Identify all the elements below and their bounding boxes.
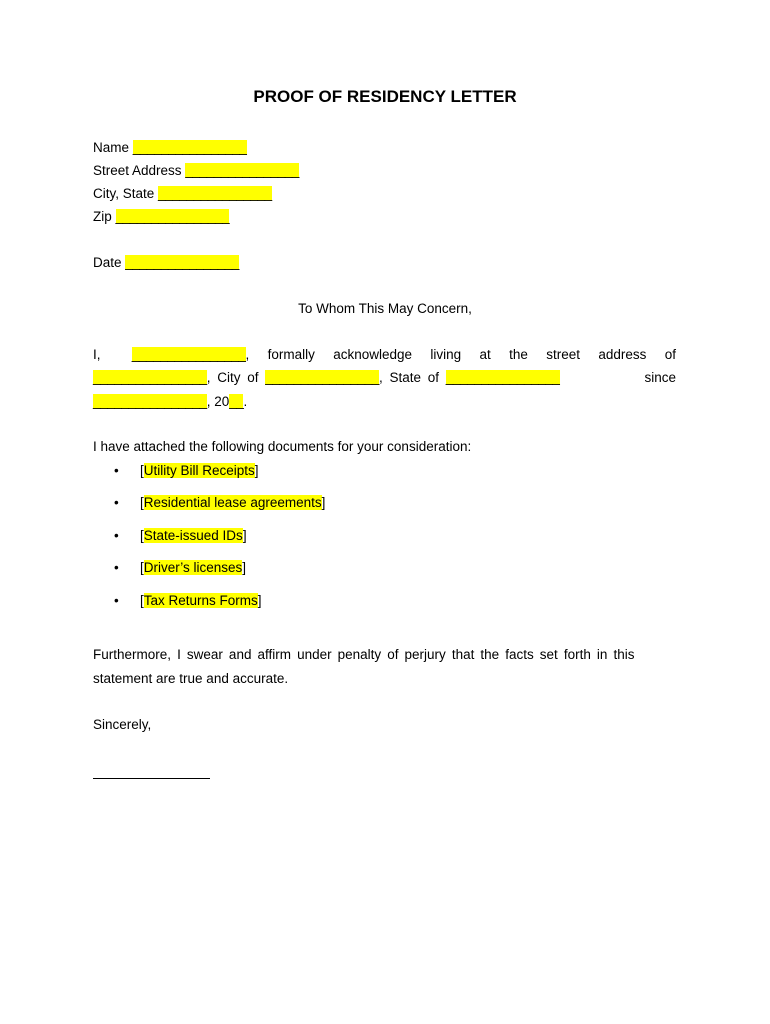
bullet-icon: •: [114, 528, 119, 543]
document-drivers-license[interactable]: Driver’s licenses: [143, 560, 243, 575]
zip-label: Zip: [93, 209, 116, 224]
state-of-text: , State of: [378, 370, 446, 385]
document-lease[interactable]: Residential lease agreements: [143, 495, 322, 510]
city-state-blank[interactable]: ________________: [158, 186, 272, 201]
salutation: To Whom This May Concern,: [298, 301, 472, 316]
closing: Sincerely,: [93, 717, 152, 732]
year-prefix: , 20: [206, 394, 230, 409]
name-label: Name: [93, 140, 133, 155]
body-line-3: [93, 393, 247, 411]
page-title: PROOF OF RESIDENCY LETTER: [253, 87, 517, 106]
bullet-icon: •: [114, 463, 119, 478]
open-bracket: [: [140, 463, 144, 478]
signature-line[interactable]: [93, 778, 210, 779]
close-bracket: ]: [242, 528, 247, 543]
bullet-icon: •: [114, 560, 119, 575]
body-line-2: [93, 369, 676, 387]
resident-name-blank[interactable]: ________________: [131, 347, 246, 362]
body-line-1-rest: [132, 346, 676, 364]
city-of-text: , City of: [206, 370, 266, 385]
street-address-field: [93, 162, 299, 180]
city-state-field: [93, 185, 272, 203]
close-bracket: ]: [254, 463, 259, 478]
name-blank[interactable]: ________________: [132, 140, 247, 155]
since-date-blank[interactable]: ________________: [93, 394, 207, 409]
street-blank[interactable]: ________________: [93, 370, 207, 385]
name-field: [93, 139, 247, 157]
affirmation-text-1: Furthermore, I swear and affirm under penalty of perjury that the facts set forth in this: [93, 647, 635, 662]
documents-intro: I have attached the following documents for your consideration:: [93, 439, 472, 454]
body-line-2-left: [93, 369, 560, 387]
open-bracket: [: [140, 560, 144, 575]
close-bracket: ]: [321, 495, 326, 510]
body-i: I,: [93, 347, 101, 362]
city-state-label: City, State: [93, 186, 159, 201]
bullet-icon: •: [114, 593, 119, 608]
city-blank[interactable]: ________________: [265, 370, 379, 385]
document-state-id[interactable]: State-issued IDs: [143, 528, 243, 543]
document-utility-bill[interactable]: Utility Bill Receipts: [143, 463, 255, 478]
open-bracket: [: [140, 495, 144, 510]
acknowledge-text: , formally acknowledge living at the street address of: [245, 347, 676, 362]
street-address-blank[interactable]: ________________: [185, 163, 300, 178]
close-bracket: ]: [242, 560, 247, 575]
zip-field: [93, 208, 229, 226]
bullet-icon: •: [114, 495, 119, 510]
body-line-1: [93, 346, 676, 364]
affirmation-line-2: statement are true and accurate.: [93, 671, 289, 686]
affirmation-line-1: [93, 646, 676, 664]
open-bracket: [: [140, 593, 144, 608]
state-blank[interactable]: ________________: [445, 370, 560, 385]
document-tax-returns[interactable]: Tax Returns Forms: [143, 593, 258, 608]
street-address-label: Street Address: [93, 163, 186, 178]
date-label: Date: [93, 255, 126, 270]
close-bracket: ]: [257, 593, 262, 608]
zip-blank[interactable]: ________________: [115, 209, 230, 224]
date-field: [93, 254, 239, 272]
year-blank[interactable]: __: [229, 394, 244, 409]
open-bracket: [: [140, 528, 144, 543]
since-text: since: [644, 370, 676, 385]
period: .: [243, 394, 248, 409]
date-blank[interactable]: ________________: [125, 255, 240, 270]
